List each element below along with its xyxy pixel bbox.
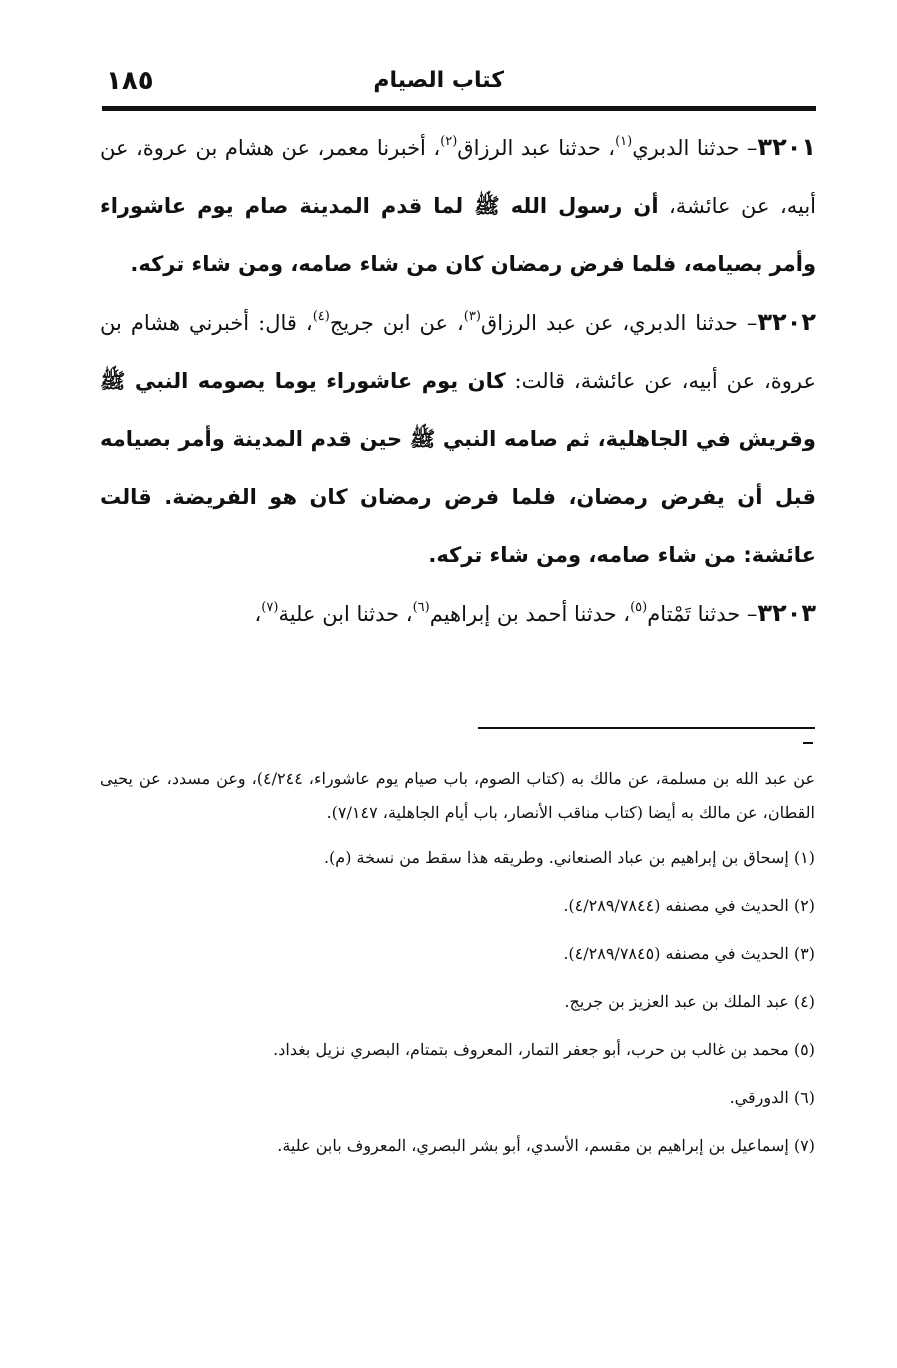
page-header: [102, 62, 816, 106]
isnad-text: – حدثنا الدبري، عن عبد الرزاق: [480, 311, 758, 335]
header-rule: [102, 106, 816, 111]
footnote-continuation: عن عبد الله بن مسلمة، عن مالك به (كتاب الصوم، باب صيام يوم عاشوراء، ٤/٢٤٤)، وعن مسدد، عن يحيى القطان، عن مالك به أيضا (كتاب مناقب الأنصار، باب أيام الجاهلية، ٧/١٤٧).: [100, 769, 816, 822]
footnote-ref[interactable]: (٧): [261, 600, 279, 615]
hadith-3203: [100, 584, 816, 643]
isnad-text: ، عن ابن جريج: [329, 311, 464, 335]
isnad-text: – حدثنا تَمْتام: [647, 602, 758, 626]
footnote-2: (٢) الحديث في مصنفه (٤/٢٨٩/٧٨٤٤).: [563, 896, 815, 915]
footnote-separator: [478, 727, 815, 729]
page-number: ١٨٥: [106, 66, 154, 96]
footnote-ref[interactable]: (١): [615, 134, 633, 149]
isnad-text: ، قال: أخبرني هشام بن عروة، عن أبيه، عن عائشة، قالت:: [100, 311, 816, 393]
matn-text: أن رسول الله ﷺ لما قدم المدينة صام يوم عاشوراء وأمر بصيامه، فلما فرض رمضان كان من شاء صامه، ومن شاء تركه.: [100, 194, 816, 276]
footnote-6: (٦) الدورقي.: [729, 1088, 815, 1107]
isnad-text: ، حدثنا أحمد بن إبراهيم: [429, 602, 631, 626]
hadith-3202: [100, 293, 816, 584]
footnotes: [100, 762, 815, 1170]
footnote-4: (٤) عبد الملك بن عبد العزيز بن جريج.: [564, 992, 815, 1011]
isnad-text: ،: [254, 602, 262, 626]
footnote-5: (٥) محمد بن غالب بن حرب، أبو جعفر التمار، المعروف بتمتام، البصري نزيل بغداد.: [273, 1040, 815, 1059]
footnote-ref[interactable]: (٣): [463, 309, 481, 324]
isnad-text: ، حدثنا عبد الرزاق: [457, 136, 616, 160]
running-title: كتاب الصيام: [373, 68, 504, 93]
footnote-3: (٣) الحديث في مصنفه (٤/٢٨٩/٧٨٤٥).: [563, 944, 815, 963]
footnote-list: [100, 834, 815, 1170]
footnote-ref[interactable]: (٢): [440, 134, 458, 149]
matn-text: كان يوم عاشوراء يوما يصومه النبي ﷺ وقريش في الجاهلية، ثم صامه النبي ﷺ حين قدم المدينة وأمر بصيامه قبل أن يفرض رمضان، فلما فرض رمضان كان هو الفريضة. قالت عائشة: من شاء صامه، ومن شاء تركه.: [100, 369, 816, 567]
footnote-ref[interactable]: (٦): [412, 600, 430, 615]
isnad-text: ، حدثنا ابن علية: [278, 602, 413, 626]
hadith-number: ٣٢٠٢: [757, 308, 816, 336]
isnad-text: – حدثنا الدبري: [632, 136, 758, 160]
footnote-continuation-mark: [803, 742, 813, 744]
main-text: [100, 118, 816, 643]
footnote-7: (٧) إسماعيل بن إبراهيم بن مقسم، الأسدي، أبو بشر البصري، المعروف بابن علية.: [277, 1136, 815, 1155]
hadith-3201: [100, 118, 816, 293]
footnote-ref[interactable]: (٤): [312, 309, 330, 324]
hadith-number: ٣٢٠١: [757, 133, 817, 161]
footnote-1: (١) إسحاق بن إبراهيم بن عباد الصنعاني. وطريقه هذا سقط من نسخة (م).: [323, 848, 815, 867]
footnote-ref[interactable]: (٥): [630, 600, 648, 615]
hadith-number: ٣٢٠٣: [757, 599, 816, 627]
isnad-text: ، أخبرنا معمر، عن هشام بن عروة، عن أبيه، عن عائشة،: [100, 136, 817, 218]
